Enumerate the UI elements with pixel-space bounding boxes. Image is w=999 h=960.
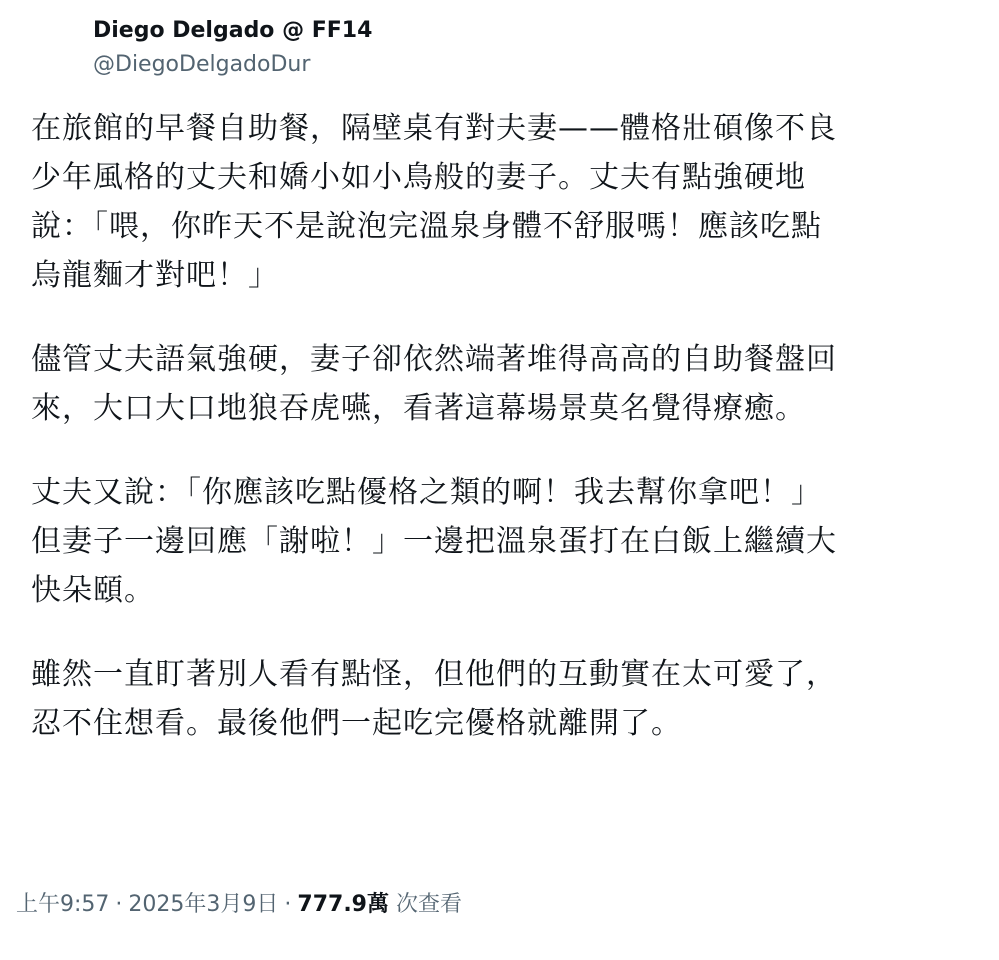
text-line: 在旅館的早餐自助餐，隔壁桌有對夫妻——體格壯碩像不良: [31, 111, 837, 146]
text-line: 忍不住想看。最後他們一起吃完優格就離開了。: [31, 706, 682, 741]
text-line: 但妻子一邊回應「謝啦！」一邊把溫泉蛋打在白飯上繼續大: [31, 524, 837, 559]
tweet-author: [93, 14, 372, 82]
tweet-date[interactable]: 2025年3月9日: [128, 892, 279, 917]
views-label: 次查看: [395, 892, 462, 917]
text-line: 說：「喂，你昨天不是說泡完溫泉身體不舒服嗎！應該吃點: [31, 209, 822, 244]
tweet-paragraph: [31, 650, 971, 748]
tweet-time[interactable]: 上午9:57: [16, 892, 110, 917]
views-count[interactable]: 777.9萬: [297, 892, 389, 917]
text-line: 來，大口大口地狼吞虎嚥，看著這幕場景莫名覺得療癒。: [31, 391, 806, 426]
text-line: 儘管丈夫語氣強硬，妻子卻依然端著堆得高高的自助餐盤回: [31, 342, 837, 377]
meta-separator: ·: [115, 892, 123, 917]
author-handle[interactable]: @DiegoDelgadoDur: [93, 52, 311, 77]
text-line: 丈夫又說：「你應該吃點優格之類的啊！我去幫你拿吧！」: [31, 475, 822, 510]
text-line: 雖然一直盯著別人看有點怪，但他們的互動實在太可愛了，: [31, 657, 837, 692]
author-display-name[interactable]: Diego Delgado @ FF14: [93, 18, 373, 43]
meta-separator: ·: [284, 892, 292, 917]
text-line: 快朵頤。: [31, 573, 155, 608]
tweet-paragraph: [31, 104, 971, 300]
text-line: 烏龍麵才對吧！」: [31, 258, 279, 293]
tweet-meta: [16, 887, 462, 923]
tweet-text: [31, 104, 971, 783]
tweet-paragraph: [31, 468, 971, 615]
text-line: 少年風格的丈夫和嬌小如小鳥般的妻子。丈夫有點強硬地: [31, 160, 806, 195]
tweet-paragraph: [31, 335, 971, 433]
